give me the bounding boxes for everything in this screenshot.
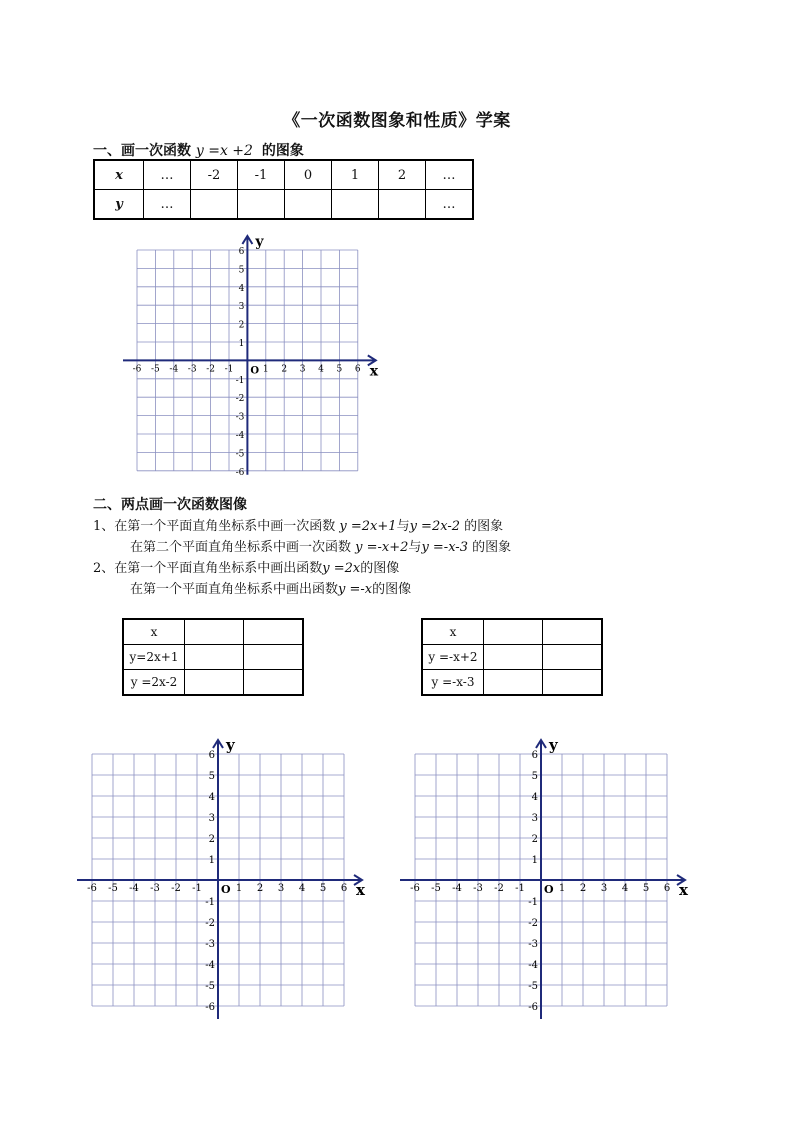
y-tick-label: 3	[531, 813, 538, 824]
y-tick-label: 6	[208, 750, 215, 761]
answer-cell[interactable]	[185, 645, 244, 670]
row-header: x	[422, 619, 484, 645]
y-tick-label: 4	[208, 792, 215, 803]
row-header: x	[123, 619, 185, 645]
section-1-heading-suffix: 的图象	[261, 143, 304, 159]
value-table-left	[122, 618, 304, 696]
x-tick-label: -2	[494, 883, 504, 894]
table-row	[94, 190, 473, 220]
formula: y =-x-3	[421, 540, 468, 555]
x-tick-label: 4	[298, 883, 306, 894]
value-table-right	[421, 618, 603, 696]
x-tick-label: -4	[169, 364, 179, 375]
row-header: y =2x-2	[123, 670, 185, 696]
y-tick-label: -4	[205, 960, 215, 971]
formula: y =-x	[338, 582, 373, 597]
y-tick-label: -2	[235, 394, 245, 405]
instruction-text: 的图像	[360, 561, 400, 576]
x-tick-label: 1	[558, 883, 566, 894]
table-row	[123, 645, 303, 670]
row-header: y=2x+1	[123, 645, 185, 670]
answer-cell[interactable]	[244, 670, 304, 696]
x-tick-label: 6	[340, 883, 348, 894]
table-row	[94, 160, 473, 190]
table-row	[422, 670, 602, 696]
table-row	[123, 670, 303, 696]
x-tick-label: 6	[354, 364, 361, 375]
y-tick-label: -6	[205, 1002, 215, 1013]
section-1-heading	[93, 140, 304, 160]
y-tick-label: -3	[528, 939, 538, 950]
instruction-1b	[130, 536, 511, 555]
y-tick-label: 4	[238, 283, 245, 294]
answer-cell[interactable]	[238, 190, 285, 220]
y-tick-label: 4	[531, 792, 538, 803]
y-axis-label: y	[226, 736, 235, 754]
instruction-text: 在第一个平面直角坐标系中画出函数	[130, 582, 339, 597]
section-2-heading: 二、两点画一次函数图像	[93, 497, 247, 513]
x-axis-label: x	[356, 881, 365, 899]
answer-cell[interactable]	[332, 190, 379, 220]
row-header: y =-x-3	[422, 670, 484, 696]
answer-cell[interactable]	[285, 190, 332, 220]
formula: y =-x+2	[355, 540, 409, 555]
formula: y =2x+1	[339, 519, 397, 534]
x-tick-label: -5	[431, 883, 441, 894]
origin-label: O	[250, 365, 260, 377]
x-tick-label: 5	[336, 364, 343, 375]
row-header: y	[94, 190, 144, 220]
y-tick-label: -4	[528, 960, 538, 971]
instruction-text: 与	[396, 519, 410, 534]
x-tick-label: 1	[235, 883, 243, 894]
table-cell: …	[144, 160, 191, 190]
x-tick-label: -1	[515, 883, 525, 894]
answer-cell[interactable]	[244, 645, 304, 670]
y-tick-label: 2	[238, 320, 245, 331]
instruction-text: 1、在第一个平面直角坐标系中画一次函数	[93, 519, 336, 534]
x-tick-label: -1	[192, 883, 202, 894]
x-tick-label: 2	[281, 364, 288, 375]
y-axis-label: y	[255, 234, 264, 250]
x-tick-label: -3	[150, 883, 160, 894]
answer-cell[interactable]	[484, 619, 543, 645]
y-tick-label: 1	[208, 855, 215, 866]
x-tick-label: -3	[473, 883, 483, 894]
x-tick-label: -4	[452, 883, 462, 894]
y-tick-label: 1	[531, 855, 538, 866]
answer-cell[interactable]	[191, 190, 238, 220]
y-axis-label: y	[549, 736, 558, 754]
instruction-text: 2、在第一个平面直角坐标系中画出函数	[93, 561, 323, 576]
section-1-heading-prefix: 一、画一次函数	[93, 143, 191, 159]
x-tick-label: 6	[663, 883, 671, 894]
instruction-2a	[93, 557, 399, 576]
instruction-text: 的图像	[372, 582, 412, 597]
x-axis-label: x	[369, 363, 379, 380]
table-cell: 0	[285, 160, 332, 190]
x-tick-label: -1	[224, 364, 234, 375]
instruction-text: 在第二个平面直角坐标系中画一次函数	[130, 540, 352, 555]
y-tick-label: 5	[531, 771, 538, 782]
x-tick-label: 5	[319, 883, 327, 894]
y-tick-label: -1	[528, 897, 538, 908]
coordinate-grid-2	[75, 732, 370, 1022]
y-tick-label: 6	[531, 750, 538, 761]
table-row	[123, 619, 303, 645]
y-tick-label: 2	[208, 834, 215, 845]
origin-label: O	[221, 883, 231, 896]
x-tick-label: -6	[87, 883, 97, 894]
answer-cell[interactable]	[543, 619, 603, 645]
y-tick-label: -1	[205, 897, 215, 908]
answer-cell[interactable]	[185, 619, 244, 645]
value-table-1	[93, 159, 474, 220]
x-tick-label: -4	[129, 883, 139, 894]
x-tick-label: -2	[171, 883, 181, 894]
y-tick-label: -2	[528, 918, 538, 929]
y-tick-label: 5	[238, 265, 245, 276]
x-tick-label: -3	[187, 364, 197, 375]
instruction-text: 的图象	[472, 540, 512, 555]
table-cell: -2	[191, 160, 238, 190]
formula: y =2x	[322, 561, 361, 576]
answer-cell[interactable]	[484, 645, 543, 670]
y-tick-label: -2	[205, 918, 215, 929]
x-tick-label: -6	[410, 883, 420, 894]
row-header: y =-x+2	[422, 645, 484, 670]
y-tick-label: 1	[238, 339, 245, 349]
x-tick-label: 3	[277, 883, 285, 894]
x-tick-label: 3	[600, 883, 608, 894]
y-tick-label: -6	[235, 467, 245, 478]
formula: y =2x-2	[409, 519, 460, 534]
answer-cell[interactable]	[484, 670, 543, 696]
table-cell: -1	[238, 160, 285, 190]
row-header: x	[94, 160, 144, 190]
x-tick-label: 5	[642, 883, 650, 894]
answer-cell[interactable]	[543, 670, 603, 696]
y-tick-label: -5	[205, 981, 215, 992]
instruction-2b	[130, 578, 411, 597]
y-tick-label: -5	[235, 449, 245, 460]
x-axis-label: x	[679, 881, 688, 899]
y-tick-label: -3	[235, 412, 245, 423]
page-title: 《一次函数图象和性质》学案	[283, 111, 511, 131]
y-tick-label: -4	[235, 431, 245, 441]
table-cell: …	[426, 160, 474, 190]
answer-cell[interactable]	[543, 645, 603, 670]
section-1-formula: y =x +2	[195, 143, 253, 159]
coordinate-grid-3	[398, 732, 693, 1022]
y-tick-label: 5	[208, 771, 215, 782]
x-tick-label: 4	[621, 883, 629, 894]
table-cell: …	[426, 190, 474, 220]
y-tick-label: 3	[208, 813, 215, 824]
y-tick-label: 3	[238, 302, 245, 313]
x-tick-label: 3	[299, 364, 306, 375]
y-tick-label: -3	[205, 939, 215, 950]
answer-cell[interactable]	[379, 190, 426, 220]
y-tick-label: 6	[238, 247, 245, 257]
y-tick-label: -6	[528, 1002, 538, 1013]
table-cell: 2	[379, 160, 426, 190]
instruction-text: 的图象	[464, 519, 504, 534]
y-tick-label: -5	[528, 981, 538, 992]
y-tick-label: 2	[531, 834, 538, 845]
y-tick-label: -1	[235, 375, 245, 386]
x-tick-label: -2	[206, 364, 215, 375]
origin-label: O	[544, 883, 554, 896]
table-cell: 1	[332, 160, 379, 190]
answer-cell[interactable]	[185, 670, 244, 696]
answer-cell[interactable]	[244, 619, 304, 645]
table-row	[422, 645, 602, 670]
x-tick-label: 4	[318, 364, 324, 375]
table-cell: …	[144, 190, 191, 220]
x-tick-label: -6	[132, 364, 142, 375]
x-tick-label: 2	[579, 883, 587, 894]
x-tick-label: -5	[108, 883, 118, 894]
table-row	[422, 619, 602, 645]
x-tick-label: 1	[262, 364, 269, 375]
x-tick-label: -5	[151, 364, 160, 375]
coordinate-grid-1	[120, 228, 385, 483]
instruction-1a	[93, 515, 503, 534]
instruction-text: 与	[408, 540, 422, 555]
x-tick-label: 2	[256, 883, 264, 894]
